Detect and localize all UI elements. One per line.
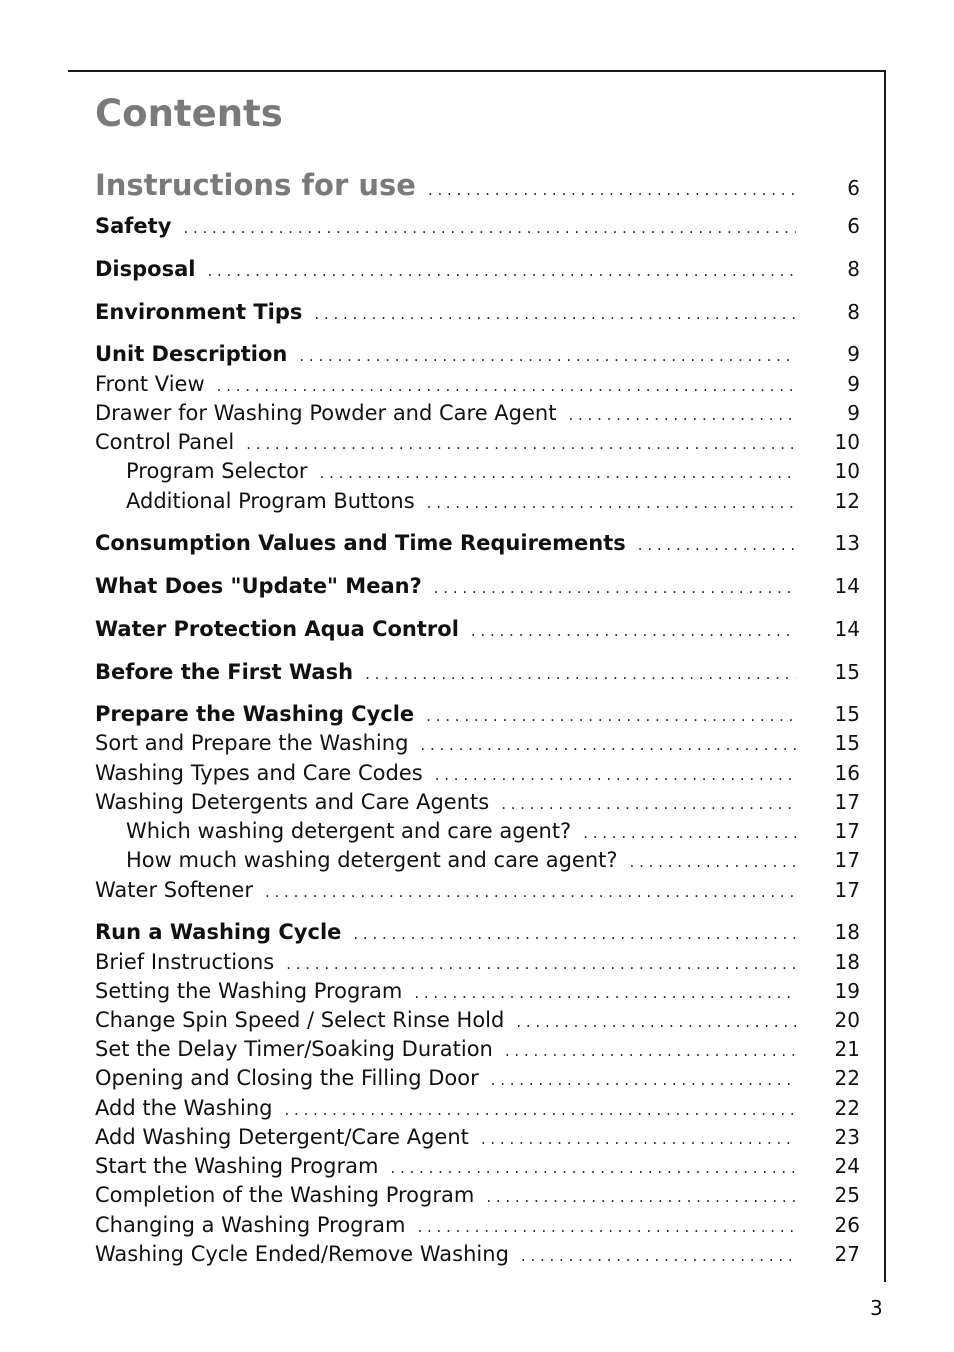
toc-entry-before-first-wash[interactable]: [95, 660, 860, 690]
toc-entry-aqua-control[interactable]: [95, 617, 860, 647]
toc-entry-page: 14: [834, 617, 860, 641]
toc-dot-leader: [390, 1159, 796, 1177]
toc-entry-page: 6: [847, 214, 860, 238]
top-rule: [68, 70, 886, 72]
toc-entry-page: 21: [834, 1037, 860, 1061]
toc-entry-label: Opening and Closing the Filling Door: [95, 1066, 491, 1090]
toc-entry-page: 12: [834, 489, 860, 513]
toc-dot-leader: [286, 955, 796, 973]
toc-dot-leader: [486, 1188, 796, 1206]
toc-dot-leader: [427, 494, 796, 512]
toc-entry-label: Brief Instructions: [95, 950, 286, 974]
toc-entry-page: 20: [834, 1008, 860, 1032]
toc-entry-delay-timer[interactable]: [95, 1037, 860, 1067]
toc-entry-page: 17: [834, 848, 860, 872]
toc-entry-page: 15: [834, 731, 860, 755]
toc-entry-page: 8: [847, 300, 860, 324]
toc-dot-leader: [299, 347, 796, 365]
toc-entry-label: Add the Washing: [95, 1096, 285, 1120]
toc-entry-page: 10: [834, 459, 860, 483]
page-title: Contents: [95, 92, 283, 135]
toc-entry-label: Setting the Washing Program: [95, 979, 414, 1003]
toc-dot-leader: [426, 707, 796, 725]
toc-entry-page: 17: [834, 790, 860, 814]
toc-entry-brief-instructions[interactable]: [95, 950, 860, 980]
toc-entry-label: Water Protection Aqua Control: [95, 617, 471, 641]
toc-dot-leader: [501, 795, 796, 813]
toc-entry-label: Front View: [95, 372, 217, 396]
toc-entry-page: 13: [834, 531, 860, 555]
toc-entry-control-panel[interactable]: [95, 430, 860, 460]
toc-entry-label: Before the First Wash: [95, 660, 365, 684]
toc-dot-leader: [505, 1042, 796, 1060]
toc-entry-page: 22: [834, 1066, 860, 1090]
toc-entry-sort-prepare[interactable]: [95, 731, 860, 761]
toc-entry-label: Control Panel: [95, 430, 246, 454]
toc-entry-completion[interactable]: [95, 1183, 860, 1213]
toc-dot-leader: [568, 406, 796, 424]
toc-entry-start-program[interactable]: [95, 1154, 860, 1184]
toc-entry-page: 25: [834, 1183, 860, 1207]
toc-entry-page: 18: [834, 920, 860, 944]
toc-entry-page: 27: [834, 1242, 860, 1266]
toc-dot-leader: [516, 1013, 796, 1031]
toc-entry-detergents[interactable]: [95, 790, 860, 820]
toc-entry-cycle-ended[interactable]: [95, 1242, 860, 1272]
toc-entry-page: 14: [834, 574, 860, 598]
toc-dot-leader: [285, 1101, 797, 1119]
toc-dot-leader: [630, 853, 796, 871]
toc-dot-leader: [207, 262, 796, 280]
toc-entry-run-washing-cycle[interactable]: [95, 920, 860, 950]
toc-entry-page: 16: [834, 761, 860, 785]
toc-entry-page: 15: [834, 702, 860, 726]
toc-entry-label: Washing Detergents and Care Agents: [95, 790, 501, 814]
toc-entry-page: 9: [847, 372, 860, 396]
toc-entry-label: Disposal: [95, 257, 207, 281]
toc-entry-page: 17: [834, 819, 860, 843]
toc-dot-leader: [471, 622, 796, 640]
toc-entry-program-selector[interactable]: [126, 459, 860, 489]
toc-dot-leader: [583, 824, 796, 842]
toc-entry-add-washing[interactable]: [95, 1096, 860, 1126]
toc-entry-label: Drawer for Washing Powder and Care Agent: [95, 401, 568, 425]
toc-dot-leader: [417, 1218, 796, 1236]
toc-entry-page: 18: [834, 950, 860, 974]
toc-entry-label: What Does "Update" Mean?: [95, 574, 434, 598]
toc-dot-leader: [638, 536, 796, 554]
toc-entry-add-detergent[interactable]: [95, 1125, 860, 1155]
toc-entry-setting-program[interactable]: [95, 979, 860, 1009]
toc-entry-label: Program Selector: [126, 459, 320, 483]
toc-entry-filling-door[interactable]: [95, 1066, 860, 1096]
toc-entry-spin-speed[interactable]: [95, 1008, 860, 1038]
toc-entry-how-much-detergent[interactable]: [126, 848, 860, 878]
toc-dot-leader: [365, 665, 796, 683]
toc-dot-leader: [435, 766, 796, 784]
toc-entry-instructions-for-use[interactable]: [95, 168, 860, 202]
toc-dot-leader: [414, 984, 796, 1002]
toc-entry-consumption-values[interactable]: [95, 531, 860, 561]
page-number: 3: [870, 1296, 883, 1320]
toc-entry-label: Unit Description: [95, 342, 299, 366]
toc-entry-label: Run a Washing Cycle: [95, 920, 353, 944]
toc-entry-page: 26: [834, 1213, 860, 1237]
toc-entry-page: 8: [847, 257, 860, 281]
toc-dot-leader: [521, 1247, 796, 1265]
toc-entry-label: Safety: [95, 214, 183, 238]
toc-entry-label: Change Spin Speed / Select Rinse Hold: [95, 1008, 516, 1032]
toc-entry-page: 19: [834, 979, 860, 1003]
toc-entry-label: Add Washing Detergent/Care Agent: [95, 1125, 481, 1149]
toc-entry-page: 10: [834, 430, 860, 454]
toc-dot-leader: [434, 579, 796, 597]
toc-entry-prepare-washing-cycle[interactable]: [95, 702, 860, 732]
toc-entry-update-mean[interactable]: [95, 574, 860, 604]
toc-entry-additional-program-buttons[interactable]: [126, 489, 860, 519]
toc-entry-page: 6: [847, 176, 860, 200]
toc-entry-drawer[interactable]: [95, 401, 860, 431]
toc-entry-safety[interactable]: [95, 214, 860, 244]
toc-dot-leader: [314, 305, 796, 323]
toc-entry-front-view[interactable]: [95, 372, 860, 402]
toc-dot-leader: [420, 736, 796, 754]
toc-entry-page: 9: [847, 342, 860, 366]
toc-entry-label: Washing Cycle Ended/Remove Washing: [95, 1242, 521, 1266]
toc-entry-label: Completion of the Washing Program: [95, 1183, 486, 1207]
toc-entry-label: Consumption Values and Time Requirements: [95, 531, 638, 555]
toc-entry-page: 17: [834, 878, 860, 902]
toc-entry-label: Additional Program Buttons: [126, 489, 427, 513]
toc-entry-label: Environment Tips: [95, 300, 314, 324]
toc-entry-unit-description[interactable]: [95, 342, 860, 372]
toc-dot-leader: [320, 464, 796, 482]
toc-entry-page: 9: [847, 401, 860, 425]
toc-entry-label: Washing Types and Care Codes: [95, 761, 435, 785]
toc-entry-page: 24: [834, 1154, 860, 1178]
toc-entry-washing-types[interactable]: [95, 761, 860, 791]
toc-entry-page: 22: [834, 1096, 860, 1120]
toc-entry-disposal[interactable]: [95, 257, 860, 287]
toc-dot-leader: [353, 925, 796, 943]
toc-entry-label: Water Softener: [95, 878, 265, 902]
toc-entry-water-softener[interactable]: [95, 878, 860, 908]
toc-dot-leader: [217, 377, 796, 395]
toc-dot-leader: [481, 1130, 796, 1148]
toc-entry-label: How much washing detergent and care agent?: [126, 848, 630, 872]
toc-entry-changing-program[interactable]: [95, 1213, 860, 1243]
toc-entry-page: 15: [834, 660, 860, 684]
toc-entry-label: Sort and Prepare the Washing: [95, 731, 420, 755]
toc-entry-which-detergent[interactable]: [126, 819, 860, 849]
toc-entry-label: Start the Washing Program: [95, 1154, 390, 1178]
toc-dot-leader: [265, 883, 796, 901]
right-rule: [884, 70, 886, 1282]
toc-dot-leader: [246, 435, 796, 453]
toc-dot-leader: [183, 219, 796, 237]
toc-dot-leader: [428, 181, 796, 199]
toc-entry-environment-tips[interactable]: [95, 300, 860, 330]
toc-entry-label: Prepare the Washing Cycle: [95, 702, 426, 726]
toc-dot-leader: [491, 1071, 796, 1089]
toc-entry-label: Instructions for use: [95, 168, 428, 202]
toc-entry-label: Changing a Washing Program: [95, 1213, 417, 1237]
toc-entry-label: Set the Delay Timer/Soaking Duration: [95, 1037, 505, 1061]
toc-entry-page: 23: [834, 1125, 860, 1149]
toc-entry-label: Which washing detergent and care agent?: [126, 819, 583, 843]
